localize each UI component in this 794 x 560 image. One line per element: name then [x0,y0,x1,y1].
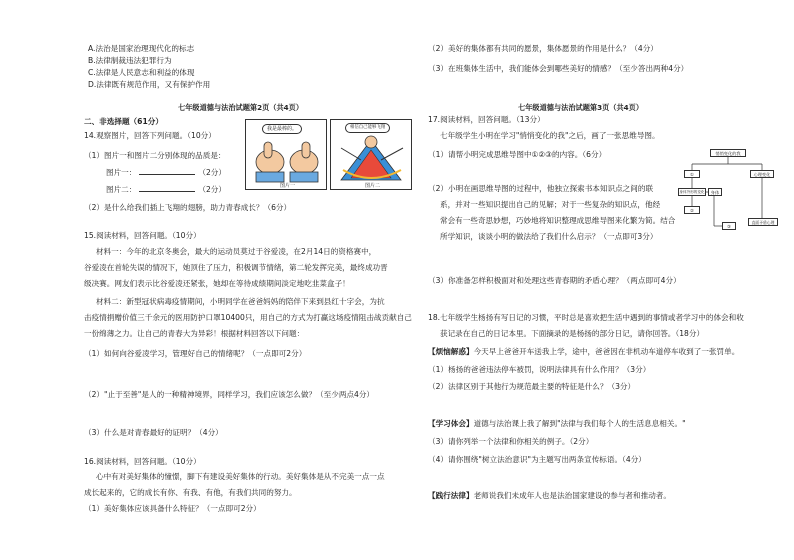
q15-sub2: （2）"止于至善"是人的一种精神境界，同样学习，我们应该怎么做？（至少两点4分） [84,390,375,399]
mind-map-left-mid: 身体外形的变化 [679,190,705,194]
q17-sub2-line4: 所学知识，谈谈小明的做法给了我们什么启示？（一点即可3分） [440,232,658,241]
mind-map-center: 身体 [708,188,722,196]
q17-sub2-line1: （2）小明在画思维导图的过程中，他独立探索书本知识点之间的联 [428,184,654,193]
image-one [245,119,327,190]
q14-pic1-blank[interactable] [139,167,195,175]
page-footer-left: 七年级道德与法治试题第2页（共4页） [178,103,304,112]
q18-block2 [428,419,686,428]
right-q3: （3）在班集体生活中，我们能体会到哪些美好的情感？（至少答出两种4分） [428,64,689,73]
q14-pic1-score: （2分） [198,168,226,177]
page-footer-right: 七年级道德与法治试题第3页（共4页） [518,103,644,112]
q18-block1-tag: 【烦恼解惑】 [428,347,474,356]
q15-m1-line3: 级决赛。网友们表示比谷爱凌还紧张，她却在等待成绩期间淡定地吃韭菜盒子！ [84,279,350,288]
q18-b1-q2: （2）法律区别于其他行为规范最主要的特征是什么？（3分） [428,382,636,391]
q17-sub2-line2: 系，并对一些知识提出自己的见解；对于一些复杂的知识点，他经 [440,200,661,209]
q18-block2-tag: 【学习体会】 [428,419,474,428]
mind-map-bottom: ③ [722,222,736,230]
mind-map [672,148,784,238]
q18-b2-q4: （4）请你围绕"树立法治意识"为主题写出两条宣传标语。（4分） [428,455,646,464]
q16-sub1: （1）美好集体应该具备什么特征？（一点即可2分） [84,504,261,513]
q18-block2-text: 道德与法治课上我了解到"法律与我们每个人的生活息息相关。" [473,419,686,428]
image-two-caption: 图片二 [365,183,381,189]
q14-pic2-score: （2分） [198,185,226,194]
q15-m1-line1: 材料一：今年的北京冬奥会，最大的运动员莫过于谷爱凌，在2月14日的资格赛中， [96,247,377,256]
q18-line2: 获记录在自己的日记本里。下面摘录的是杨扬的部分日记，请你回答。（18分） [440,329,705,338]
q14-pic1-label: 图片一： [106,168,137,177]
mind-map-root: 悄悄变化的我 [710,149,746,157]
q17-sub3: （3）你准备怎样积极面对和处理这些青春期的矛盾心理？（两点即可4分） [428,276,681,285]
q18-b2-q3: （3）请你列举一个法律和你相关的例子。（2分） [428,437,594,446]
q18-line1: 18.七年级学生杨扬有写日记的习惯，平时总是喜欢把生活中遇到的事情或者学习中的体会和收 [428,313,744,322]
q17-line1: 七年级学生小明在学习"悄悄变化的我"之后，画了一张思维导图。 [440,131,660,140]
image-two-bubble: 相信自己能够飞翔 [345,123,390,133]
mind-map-left-bottom: ② [684,206,700,214]
q16-line2: 成长起来的，它的成长有你、有我、有他，有我们共同的努力。 [84,488,297,497]
q15-m2-line3: 一份绵薄之力。让自己的青春大为异彩！根据材料回答以下问题： [84,329,305,338]
q17-sub1: （1）请帮小明完成思维导图中①②③的内容。（6分） [428,150,607,159]
q15-m2-line2: 击疫情捐赠价值三千余元的医用防护口罩10400只，用自己的方式为打赢这场疫情阻击战贡献自己 [84,313,412,322]
q16-stem: 16.阅读材料，回答问题。（10分） [84,457,201,466]
q18-block1-text: 今天早上爸爸开车送我上学，途中，爸爸因在非机动车道停车收到了一张罚单。 [473,347,740,356]
option-d: D.法律既有规范作用，又有保护作用 [88,80,211,89]
q17-stem: 17.阅读材料，回答问题。（13分） [428,115,545,124]
q15-m1-line2: 谷爱凌在首轮失误的情况下，她顶住了压力，积极调节情绪，第二轮发挥完美，最终成功晋 [84,263,388,272]
q14-pic1-line [106,167,226,177]
section-title: 二、非选择题（61分） [84,117,163,126]
q14-sub1: （1）图片一和图片二分别体现的品质是： [84,151,226,160]
mind-map-right-bottom: 直面矛盾心理 [748,218,778,226]
q17-sub2-line3: 常会有一些奇思妙想，巧妙地将知识整理成思维导图来化繁为简。结合 [440,216,676,225]
option-b: B.法律制裁违法犯罪行为 [88,56,172,65]
mind-map-left-top: ① [684,170,700,178]
q18-b1-q1: （1）杨扬的爸爸违法停车被罚，说明法律具有什么作用？（3分） [428,365,651,374]
image-one-bubble: 我是最棒的。 [262,124,302,134]
q15-sub3: （3）什么是对青春最好的证明？（4分） [84,428,223,437]
q15-stem: 15.阅读材料，回答问题。（10分） [84,231,201,240]
q14-pic2-blank[interactable] [139,184,195,192]
q18-block3-tag: 【践行法律】 [428,491,474,500]
option-c: C.法律是人民意志和利益的体现 [88,68,195,77]
mind-map-right-top: 心理变化 [750,170,774,178]
q18-block3-text: 老师说我们未成年人也是法治国家建设的参与者和推动者。 [473,491,671,500]
q14-pic2-label: 图片二： [106,185,137,194]
q16-line1: 心中有对美好集体的憧憬，脚下有建设美好集体的行动。美好集体是从不完美一点一点 [96,472,385,481]
q15-sub1: （1）如何向谷爱凌学习，管理好自己的情绪呢？（一点即可2分） [84,349,307,358]
image-two [330,119,412,190]
q14-sub2: （2）是什么给我们插上飞翔的翅膀，助力青春成长？（6分） [84,203,292,212]
q18-block3 [428,491,671,500]
option-a: A.法治是国家治理现代化的标志 [88,44,195,53]
right-q2: （2）美好的集体都有共同的愿景，集体愿景的作用是什么？（4分） [428,44,658,53]
q14-stem: 14.观察图片，回答下列问题。（10分） [84,131,216,140]
q14-pic2-line [106,184,226,194]
q18-block1 [428,347,739,356]
q15-m2-line1: 材料二：新型冠状病毒疫情期间，小明同学在爸爸妈妈的陪伴下来到县红十字会，为抗 [96,297,385,306]
image-one-caption: 图片一 [280,183,296,189]
